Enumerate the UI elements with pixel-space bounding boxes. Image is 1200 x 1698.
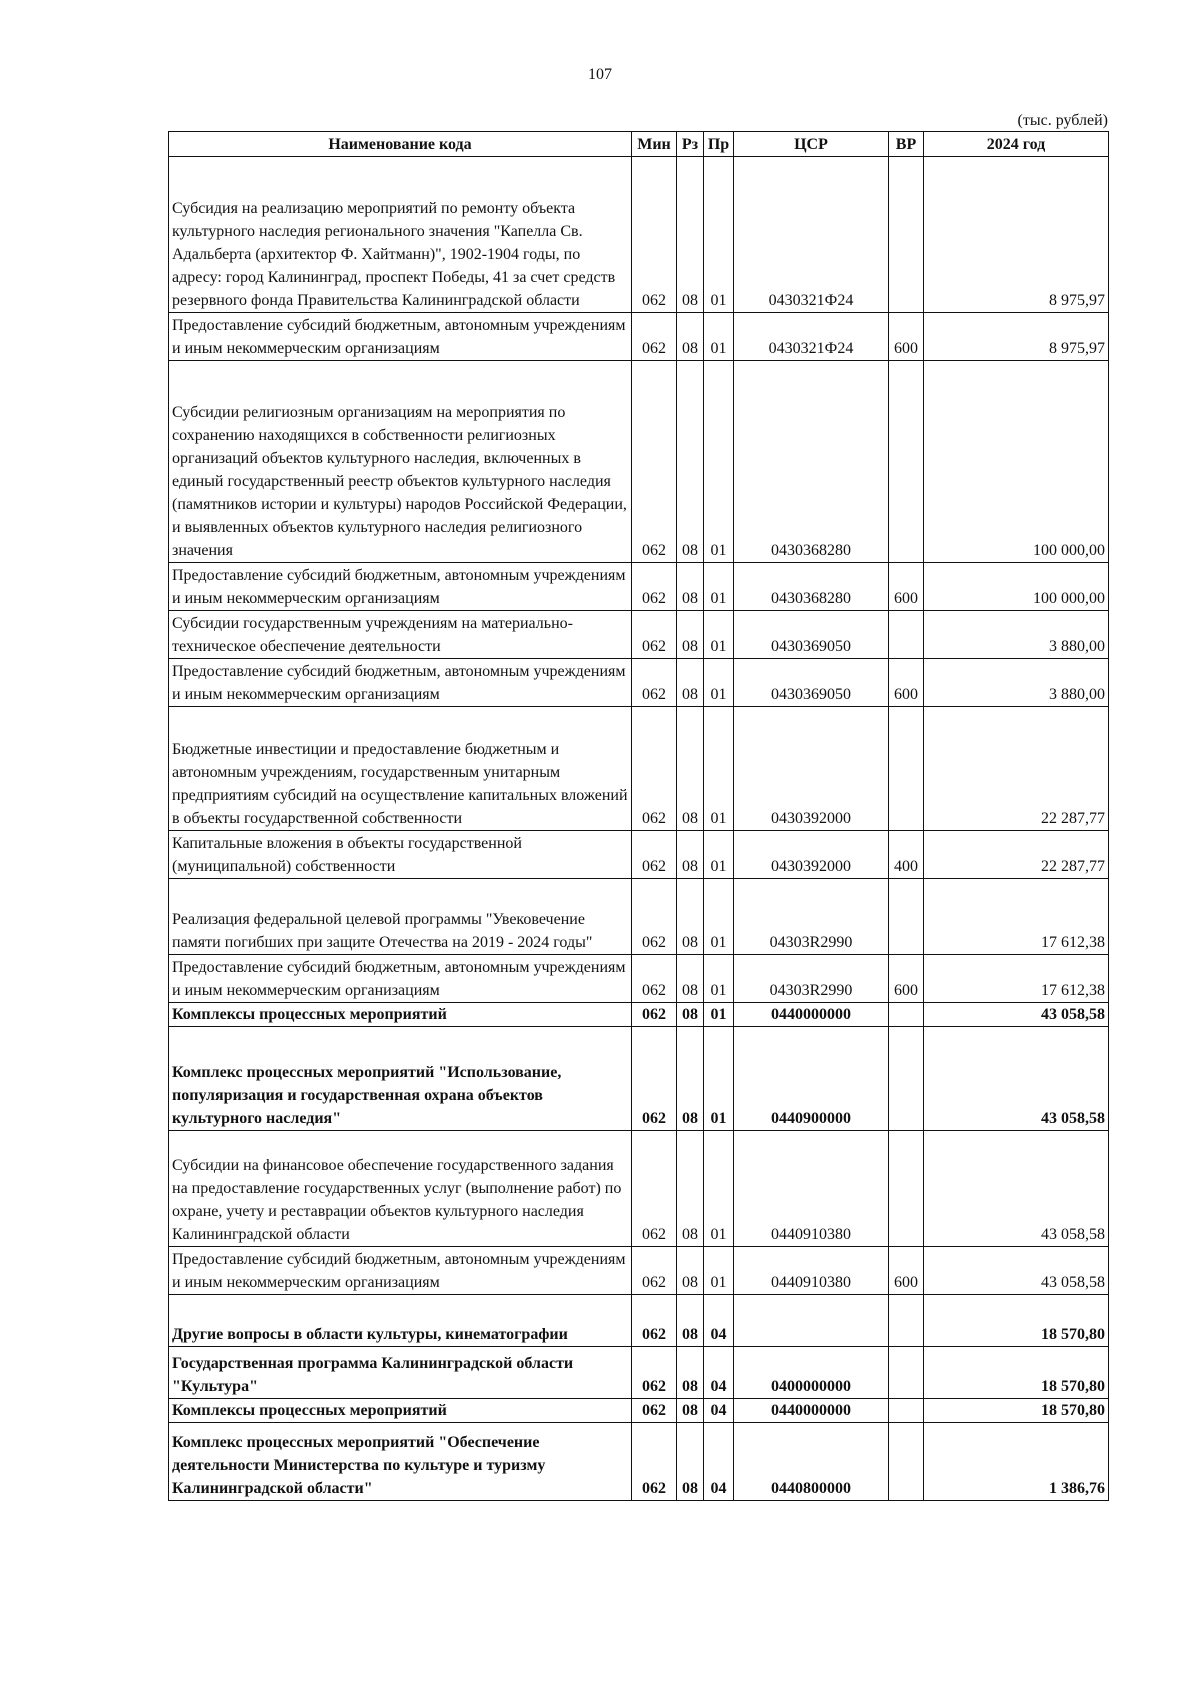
row-min-cell: 062	[632, 879, 677, 955]
row-name-cell: Комплексы процессных мероприятий	[169, 1003, 632, 1027]
table-row	[169, 1247, 1109, 1295]
row-sum-cell: 3 880,00	[924, 659, 1109, 707]
row-name-cell: Комплекс процессных мероприятий "Обеспечение деятельности Министерства по культуре и туризму Калининградской области"	[169, 1423, 632, 1501]
row-rz-cell: 08	[677, 1295, 704, 1347]
row-sum-cell: 18 570,80	[924, 1295, 1109, 1347]
table-row	[169, 831, 1109, 879]
row-rz-cell: 08	[677, 1003, 704, 1027]
row-csr-cell: 0430368280	[734, 563, 889, 611]
table-row	[169, 1399, 1109, 1423]
table-row	[169, 1131, 1109, 1247]
row-sum-cell: 43 058,58	[924, 1003, 1109, 1027]
row-pr-cell: 01	[704, 157, 734, 313]
row-rz-cell: 08	[677, 1027, 704, 1131]
row-vr-cell	[889, 1003, 924, 1027]
row-name-cell: Комплекс процессных мероприятий "Использование, популяризация и государственная охрана объектов культурного наследия"	[169, 1027, 632, 1131]
table-row	[169, 361, 1109, 563]
row-vr-cell	[889, 1347, 924, 1399]
row-vr-cell	[889, 1027, 924, 1131]
row-rz-cell: 08	[677, 361, 704, 563]
row-csr-cell: 0430369050	[734, 611, 889, 659]
table-row	[169, 157, 1109, 313]
row-min-cell: 062	[632, 1295, 677, 1347]
header-rz: Рз	[677, 132, 704, 157]
row-name-cell: Субсидии религиозным организациям на мероприятия по сохранению находящихся в собственности религиозных организаций объектов культурного наследия, включенных в единый государственный реестр объектов культурного наследия (памятников истории и культуры) народов Российской Федерации, и выявленных объектов культурного наследия религиозного значения	[169, 361, 632, 563]
row-name-cell: Субсидии государственным учреждениям на материально-техническое обеспечение деятельности	[169, 611, 632, 659]
row-csr-cell: 0440000000	[734, 1003, 889, 1027]
row-sum-cell: 1 386,76	[924, 1423, 1109, 1501]
row-min-cell: 062	[632, 1399, 677, 1423]
row-rz-cell: 08	[677, 563, 704, 611]
row-pr-cell: 04	[704, 1399, 734, 1423]
table-row	[169, 1027, 1109, 1131]
row-name-cell: Капитальные вложения в объекты государственной (муниципальной) собственности	[169, 831, 632, 879]
row-pr-cell: 01	[704, 611, 734, 659]
header-vr: ВР	[889, 132, 924, 157]
row-vr-cell: 600	[889, 955, 924, 1003]
row-vr-cell: 600	[889, 563, 924, 611]
row-rz-cell: 08	[677, 831, 704, 879]
row-name-cell: Предоставление субсидий бюджетным, автономным учреждениям и иным некоммерческим организациям	[169, 313, 632, 361]
row-sum-cell: 17 612,38	[924, 955, 1109, 1003]
row-rz-cell: 08	[677, 1247, 704, 1295]
row-csr-cell: 0430369050	[734, 659, 889, 707]
row-name-cell: Предоставление субсидий бюджетным, автономным учреждениям и иным некоммерческим организациям	[169, 1247, 632, 1295]
table-row	[169, 563, 1109, 611]
row-pr-cell: 04	[704, 1347, 734, 1399]
row-min-cell: 062	[632, 1423, 677, 1501]
row-min-cell: 062	[632, 611, 677, 659]
row-pr-cell: 01	[704, 707, 734, 831]
page-number: 107	[588, 66, 612, 83]
header-csr: ЦСР	[734, 132, 889, 157]
header-name: Наименование кода	[169, 132, 632, 157]
row-sum-cell: 8 975,97	[924, 157, 1109, 313]
row-name-cell: Комплексы процессных мероприятий	[169, 1399, 632, 1423]
row-pr-cell: 01	[704, 1003, 734, 1027]
table-row	[169, 1295, 1109, 1347]
row-name-cell: Предоставление субсидий бюджетным, автономным учреждениям и иным некоммерческим организациям	[169, 955, 632, 1003]
table-row	[169, 879, 1109, 955]
row-min-cell: 062	[632, 157, 677, 313]
header-pr: Пр	[704, 132, 734, 157]
row-pr-cell: 04	[704, 1423, 734, 1501]
row-min-cell: 062	[632, 831, 677, 879]
row-min-cell: 062	[632, 1131, 677, 1247]
row-csr-cell: 0430392000	[734, 707, 889, 831]
row-csr-cell: 0440900000	[734, 1027, 889, 1131]
row-name-cell: Субсидия на реализацию мероприятий по ремонту объекта культурного наследия регионального значения "Капелла Св. Адальберта (архитектор Ф. Хайтманн)", 1902-1904 годы, по адресу: город Калининград, проспект Победы, 41 за счет средств резервного фонда Правительства Калининградской области	[169, 157, 632, 313]
row-vr-cell	[889, 1131, 924, 1247]
row-name-cell: Государственная программа Калининградской области "Культура"	[169, 1347, 632, 1399]
row-vr-cell	[889, 611, 924, 659]
row-name-cell: Предоставление субсидий бюджетным, автономным учреждениям и иным некоммерческим организациям	[169, 659, 632, 707]
row-min-cell: 062	[632, 1247, 677, 1295]
row-sum-cell: 8 975,97	[924, 313, 1109, 361]
row-name-cell: Другие вопросы в области культуры, кинематографии	[169, 1295, 632, 1347]
row-vr-cell: 600	[889, 659, 924, 707]
row-rz-cell: 08	[677, 955, 704, 1003]
table-row	[169, 1003, 1109, 1027]
row-vr-cell	[889, 361, 924, 563]
row-min-cell: 062	[632, 313, 677, 361]
row-rz-cell: 08	[677, 157, 704, 313]
row-csr-cell: 0440800000	[734, 1423, 889, 1501]
row-rz-cell: 08	[677, 313, 704, 361]
row-csr-cell: 0430368280	[734, 361, 889, 563]
row-csr-cell: 0430321Ф24	[734, 313, 889, 361]
row-sum-cell: 22 287,77	[924, 831, 1109, 879]
row-rz-cell: 08	[677, 879, 704, 955]
table-row	[169, 313, 1109, 361]
row-min-cell: 062	[632, 1347, 677, 1399]
row-vr-cell	[889, 707, 924, 831]
row-rz-cell: 08	[677, 1399, 704, 1423]
row-csr-cell: 0400000000	[734, 1347, 889, 1399]
table-row	[169, 1347, 1109, 1399]
row-vr-cell	[889, 157, 924, 313]
row-min-cell: 062	[632, 1027, 677, 1131]
row-min-cell: 062	[632, 707, 677, 831]
row-pr-cell: 01	[704, 879, 734, 955]
table-row	[169, 955, 1109, 1003]
table-row	[169, 707, 1109, 831]
row-sum-cell: 43 058,58	[924, 1247, 1109, 1295]
row-min-cell: 062	[632, 955, 677, 1003]
row-name-cell: Бюджетные инвестиции и предоставление бюджетным и автономным учреждениям, государственным унитарным предприятиям субсидий на осуществление капитальных вложений в объекты государственной собственности	[169, 707, 632, 831]
header-min: Мин	[632, 132, 677, 157]
row-rz-cell: 08	[677, 1423, 704, 1501]
row-csr-cell: 04303R2990	[734, 879, 889, 955]
row-pr-cell: 01	[704, 1027, 734, 1131]
row-pr-cell: 01	[704, 313, 734, 361]
row-pr-cell: 01	[704, 1131, 734, 1247]
row-min-cell: 062	[632, 1003, 677, 1027]
row-pr-cell: 01	[704, 361, 734, 563]
table-row	[169, 1423, 1109, 1501]
row-name-cell: Предоставление субсидий бюджетным, автономным учреждениям и иным некоммерческим организациям	[169, 563, 632, 611]
row-rz-cell: 08	[677, 1347, 704, 1399]
row-vr-cell	[889, 879, 924, 955]
row-sum-cell: 18 570,80	[924, 1347, 1109, 1399]
row-rz-cell: 08	[677, 707, 704, 831]
row-sum-cell: 43 058,58	[924, 1027, 1109, 1131]
row-csr-cell: 0440000000	[734, 1399, 889, 1423]
row-vr-cell: 400	[889, 831, 924, 879]
row-pr-cell: 01	[704, 955, 734, 1003]
row-pr-cell: 04	[704, 1295, 734, 1347]
row-vr-cell	[889, 1295, 924, 1347]
row-name-cell: Реализация федеральной целевой программы "Увековечение памяти погибших при защите Отечества на 2019 - 2024 годы"	[169, 879, 632, 955]
row-min-cell: 062	[632, 659, 677, 707]
row-pr-cell: 01	[704, 563, 734, 611]
row-csr-cell: 0440910380	[734, 1247, 889, 1295]
row-pr-cell: 01	[704, 1247, 734, 1295]
row-rz-cell: 08	[677, 1131, 704, 1247]
row-vr-cell: 600	[889, 1247, 924, 1295]
row-name-cell: Субсидии на финансовое обеспечение государственного задания на предоставление государственных услуг (выполнение работ) по охране, учету и реставрации объектов культурного наследия Калининградской области	[169, 1131, 632, 1247]
row-pr-cell: 01	[704, 659, 734, 707]
row-min-cell: 062	[632, 563, 677, 611]
row-vr-cell	[889, 1423, 924, 1501]
row-sum-cell: 22 287,77	[924, 707, 1109, 831]
row-vr-cell	[889, 1399, 924, 1423]
row-sum-cell: 100 000,00	[924, 361, 1109, 563]
row-csr-cell: 04303R2990	[734, 955, 889, 1003]
row-pr-cell: 01	[704, 831, 734, 879]
row-sum-cell: 18 570,80	[924, 1399, 1109, 1423]
header-year: 2024 год	[924, 132, 1109, 157]
row-csr-cell: 0430321Ф24	[734, 157, 889, 313]
row-sum-cell: 43 058,58	[924, 1131, 1109, 1247]
row-rz-cell: 08	[677, 611, 704, 659]
row-vr-cell: 600	[889, 313, 924, 361]
row-csr-cell: 0440910380	[734, 1131, 889, 1247]
row-sum-cell: 17 612,38	[924, 879, 1109, 955]
table-row	[169, 611, 1109, 659]
row-sum-cell: 100 000,00	[924, 563, 1109, 611]
row-sum-cell: 3 880,00	[924, 611, 1109, 659]
budget-table	[168, 131, 1109, 1501]
row-min-cell: 062	[632, 361, 677, 563]
row-csr-cell	[734, 1295, 889, 1347]
row-csr-cell: 0430392000	[734, 831, 889, 879]
units-label: (тыс. рублей)	[1017, 112, 1108, 129]
row-rz-cell: 08	[677, 659, 704, 707]
table-row	[169, 659, 1109, 707]
table-header-row	[169, 132, 1109, 157]
